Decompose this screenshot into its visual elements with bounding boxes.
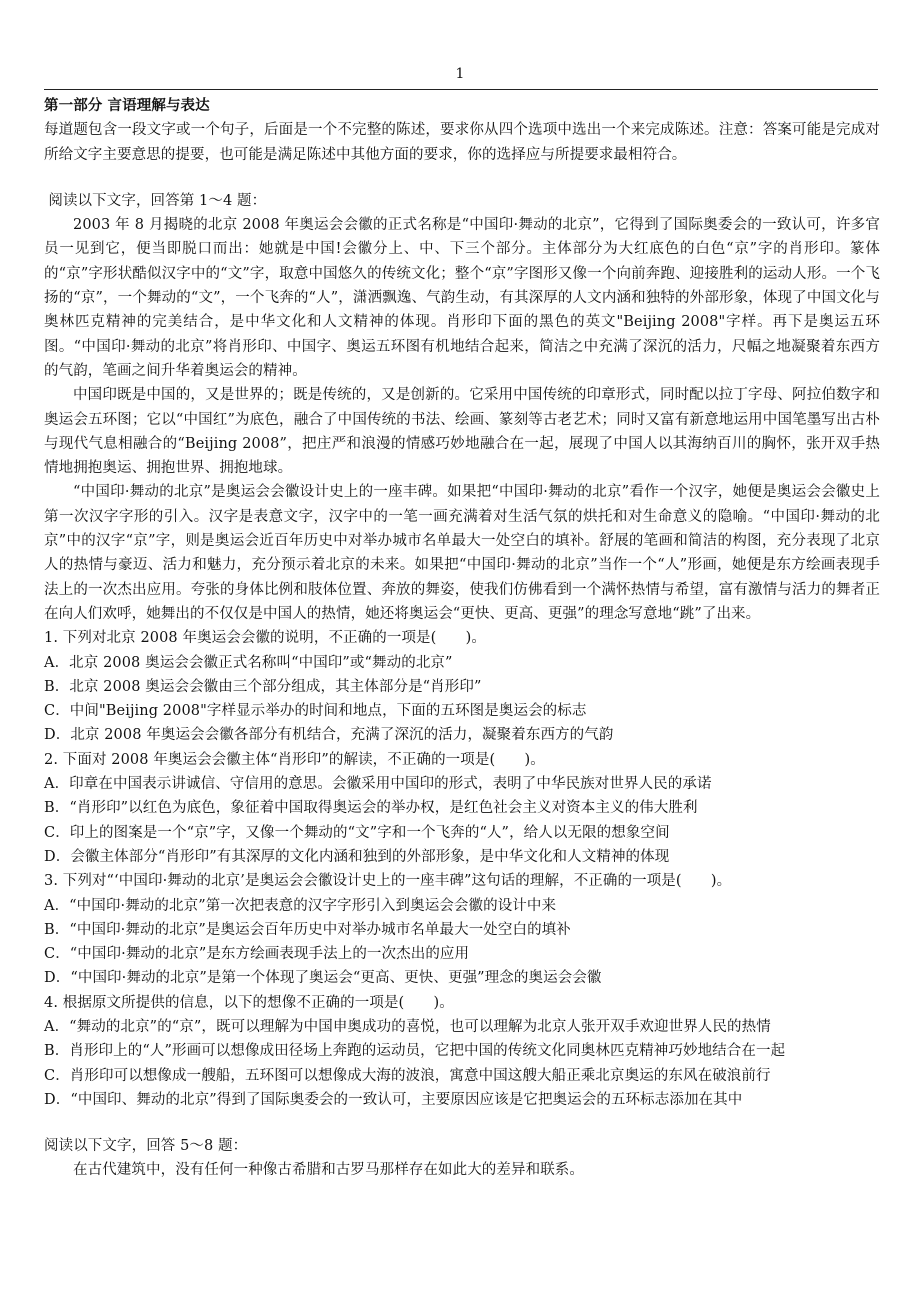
- question-3: [44, 869, 880, 990]
- spacer: [44, 1112, 880, 1134]
- question-stem: 2. 下面对 2008 年奥运会会徽主体“肖形印”的解读，不正确的一项是( )。: [44, 751, 545, 768]
- option-d: D．“中国印·舞动的北京”是第一个体现了奥运会“更高、更快、更强”理念的奥运会会徽: [44, 970, 602, 987]
- option-a: A．“中国印·舞动的北京”第一次把表意的汉字字形引入到奥运会会徽的设计中来: [44, 897, 557, 914]
- document-body: [44, 94, 880, 1183]
- passage-intro: 阅读以下文字，回答第 1～4 题：: [48, 192, 267, 209]
- section-title: 第一部分 言语理解与表达: [44, 98, 210, 114]
- passage-paragraph: 在古代建筑中，没有任何一种像古希腊和古罗马那样存在如此大的差异和联系。: [73, 1162, 584, 1179]
- passage-paragraph: 中国印既是中国的，又是世界的；既是传统的，又是创新的。它采用中国传统的印章形式，同时配以拉丁字母、阿拉伯数字和奥运会五环图；它以“中国红”为底色，融合了中国传统的书法、绘画、篆刻等古老艺术；同时又富有新意地运用中国笔墨写出古朴与现代气息相融合的“Beijing 2008”，把庄严和浪漫的情感巧妙地融合在一起，展现了中国人以其海纳百川的胸怀，张开双手热情地拥抱奥运、拥抱世界、拥抱地球。: [44, 387, 880, 477]
- option-a: A．印章在中国表示讲诚信、守信用的意思。会徽采用中国印的形式，表明了中华民族对世界人民的承诺: [44, 776, 712, 793]
- option-c: C．印上的图案是一个“京”字，又像一个舞动的“文”字和一个飞奔的“人”，给人以无限的想象空间: [44, 824, 670, 841]
- page-number: 1: [455, 66, 465, 82]
- spacer: [44, 167, 880, 189]
- passage-intro: 阅读以下文字，回答 5～8 题：: [44, 1138, 248, 1155]
- option-c: C．肖形印可以想像成一艘船，五环图可以想像成大海的波浪，寓意中国这艘大船正乘北京奥运的东风在破浪前行: [44, 1067, 771, 1084]
- option-b: B．“中国印·舞动的北京”是奥运会百年历史中对举办城市名单最大一处空白的填补: [44, 921, 571, 938]
- question-stem: 1. 下列对北京 2008 年奥运会会徽的说明，不正确的一项是( )。: [44, 630, 486, 647]
- option-d: D．会徽主体部分“肖形印”有其深厚的文化内涵和独到的外部形象，是中华文化和人文精神的体现: [44, 848, 670, 865]
- option-a: A．北京 2008 奥运会会徽正式名称叫“中国印”或“舞动的北京”: [44, 654, 453, 671]
- option-c: C．中间"Beijing 2008"字样显示举办的时间和地点，下面的五环图是奥运会的标志: [44, 703, 587, 720]
- question-1: [44, 626, 880, 747]
- header-rule: [44, 89, 878, 90]
- question-stem: 3. 下列对“‘中国印·舞动的北京’是奥运会会徽设计史上的一座丰碑”这句话的理解，不正确的一项是( )。: [44, 873, 732, 890]
- question-2: [44, 748, 880, 869]
- passage-paragraph: “中国印·舞动的北京”是奥运会会徽设计史上的一座丰碑。如果把“中国印·舞动的北京”看作一个汉字，她便是奥运会会徽史上第一次汉字字形的引入。汉字是表意文字，汉字中的一笔一画充满着对生活气氛的烘托和对生命意义的隐喻。“中国印·舞动的北京”中的汉字“京”字，则是奥运会近百年历史中对举办城市名单最大一处空白的填补。舒展的笔画和简洁的构图，充分表现了北京人的热情与豪迈、活力和魅力，充分预示着北京的未来。如果把“中国印·舞动的北京”当作一个“人”形画，她便是东方绘画表现手法上的一次杰出应用。夸张的身体比例和肢体位置、奔放的舞姿，使我们仿佛看到一个满怀热情与希望，富有激情与活力的舞者正在向人们欢呼，她舞出的不仅仅是中国人的热情，她还将奥运会“更快、更高、更强”的理念写意地“跳”了出来。: [44, 484, 880, 622]
- option-b: B．“肖形印”以红色为底色，象征着中国取得奥运会的举办权，是红色社会主义对资本主义的伟大胜利: [44, 800, 698, 817]
- question-4: [44, 991, 880, 1112]
- instructions: 每道题包含一段文字或一个句子，后面是一个不完整的陈述，要求你从四个选项中选出一个来完成陈述。注意：答案可能是完成对所给文字主要意思的提要，也可能是满足陈述中其他方面的要求，你的选择应与所提要求最相符合。: [44, 122, 880, 163]
- option-b: B．肖形印上的“人”形画可以想像成田径场上奔跑的运动员，它把中国的传统文化同奥林匹克精神巧妙地结合在一起: [44, 1043, 786, 1060]
- option-c: C．“中国印·舞动的北京”是东方绘画表现手法上的一次杰出的应用: [44, 946, 470, 963]
- passage-paragraph: 2003 年 8 月揭晓的北京 2008 年奥运会会徽的正式名称是“中国印·舞动的北京”，它得到了国际奥委会的一致认可，许多官员一见到它，便当即脱口而出：她就是中国!会徽分上、中、下三个部分。主体部分为大红底色的白色“京”字的肖形印。篆体的“京”字形状酷似汉字中的“文”字，取意中国悠久的传统文化；整个“京”字图形又像一个向前奔跑、迎接胜利的运动人形。一个飞扬的“京”，一个舞动的“文”，一个飞奔的“人”，潇洒飘逸、气韵生动，有其深厚的人文内涵和独特的外部形象，体现了中国文化与奥林匹克精神的完美结合，是中华文化和人文精神的体现。肖形印下面的黑色的英文"Beijing 2008"字样。再下是奥运五环图。“中国印·舞动的北京”将肖形印、中国字、奥运五环图有机地结合起来，简洁之中充满了深沉的活力，尺幅之地凝聚着东西方的气韵，笔画之间升华着奥运会的精神。: [44, 217, 880, 379]
- question-stem: 4. 根据原文所提供的信息，以下的想像不正确的一项是( )。: [44, 994, 454, 1011]
- option-a: A．“舞动的北京”的“京”，既可以理解为中国申奥成功的喜悦，也可以理解为北京人张开双手欢迎世界人民的热情: [44, 1018, 771, 1035]
- option-d: D．北京 2008 年奥运会会徽各部分有机结合，充满了深沉的活力，凝聚着东西方的气韵: [44, 727, 614, 744]
- option-b: B．北京 2008 奥运会会徽由三个部分组成，其主体部分是“肖形印”: [44, 678, 482, 695]
- option-d: D．“中国印、舞动的北京”得到了国际奥委会的一致认可，主要原因应该是它把奥运会的五环标志添加在其中: [44, 1091, 743, 1108]
